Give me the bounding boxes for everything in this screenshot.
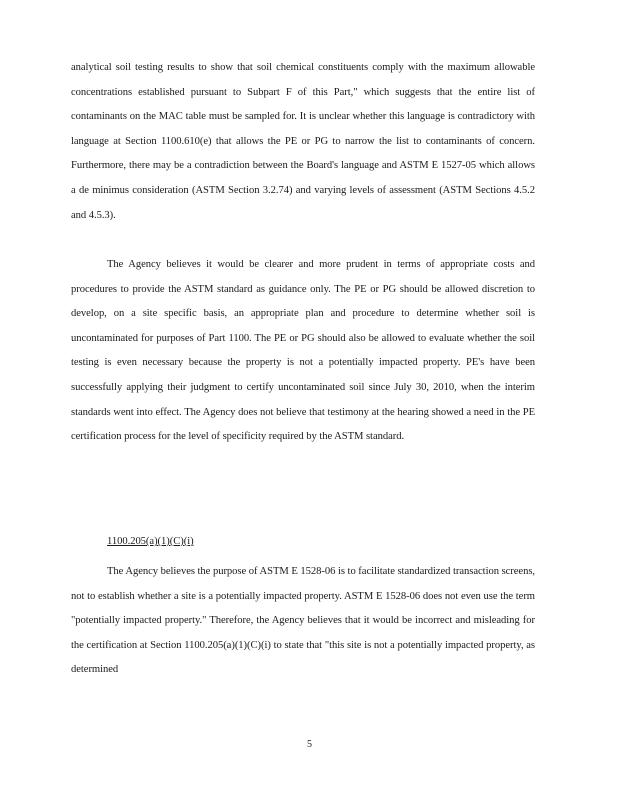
body-paragraph-1 [71,56,535,228]
section-heading [107,530,307,555]
page-number: 5 [307,739,312,750]
body-paragraph-2 [71,253,535,450]
section-heading-text: 1100.205(a)(1)(C)(i) [107,536,194,547]
paragraph-text: The Agency believes it would be clearer and more prudent in terms of appropriate costs and procedures to provide the ASTM standard as guidance only. The PE or PG should be allowed discretion to develop, on a site specific basis, an appropriate plan and procedure to determine whether soil is uncontaminated for purposes of Part 1100. The PE or PG should also be allowed to evaluate whether the soil testing is even necessary because the property is not a potentially impacted property. PE's have been successfully applying their judgment to certify uncontaminated soil since July 30, 2010, when the interim standards went into effect. The Agency does not believe that testimony at the hearing showed a need in the PE certification process for the level of specificity required by the ASTM standard. [71,259,535,443]
paragraph-text: analytical soil testing results to show that soil chemical constituents comply with the maximum allowable concentrations established pursuant to Subpart F of this Part," which suggests that the entire list of contaminants on the MAC table must be sampled for. It is unclear whether this language is contradictory with language at Section 1100.610(e) that allows the PE or PG to narrow the list to contaminants of concern. Furthermore, there may be a contradiction between the Board's language and ASTM E 1527-05 which allows a de minimus consideration (ASTM Section 3.2.74) and varying levels of assessment (ASTM Sections 4.5.2 and 4.5.3). [71,62,535,221]
paragraph-text: The Agency believes the purpose of ASTM E 1528-06 is to facilitate standardized transaction screens, not to establish whether a site is a potentially impacted property. ASTM E 1528-06 does not even use the term "potentially impacted property." Therefore, the Agency believes that it would be incorrect and misleading for the certification at Section 1100.205(a)(1)(C)(i) to state that "this site is not a potentially impacted property, as determined [71,566,535,676]
body-paragraph-3 [71,560,535,683]
